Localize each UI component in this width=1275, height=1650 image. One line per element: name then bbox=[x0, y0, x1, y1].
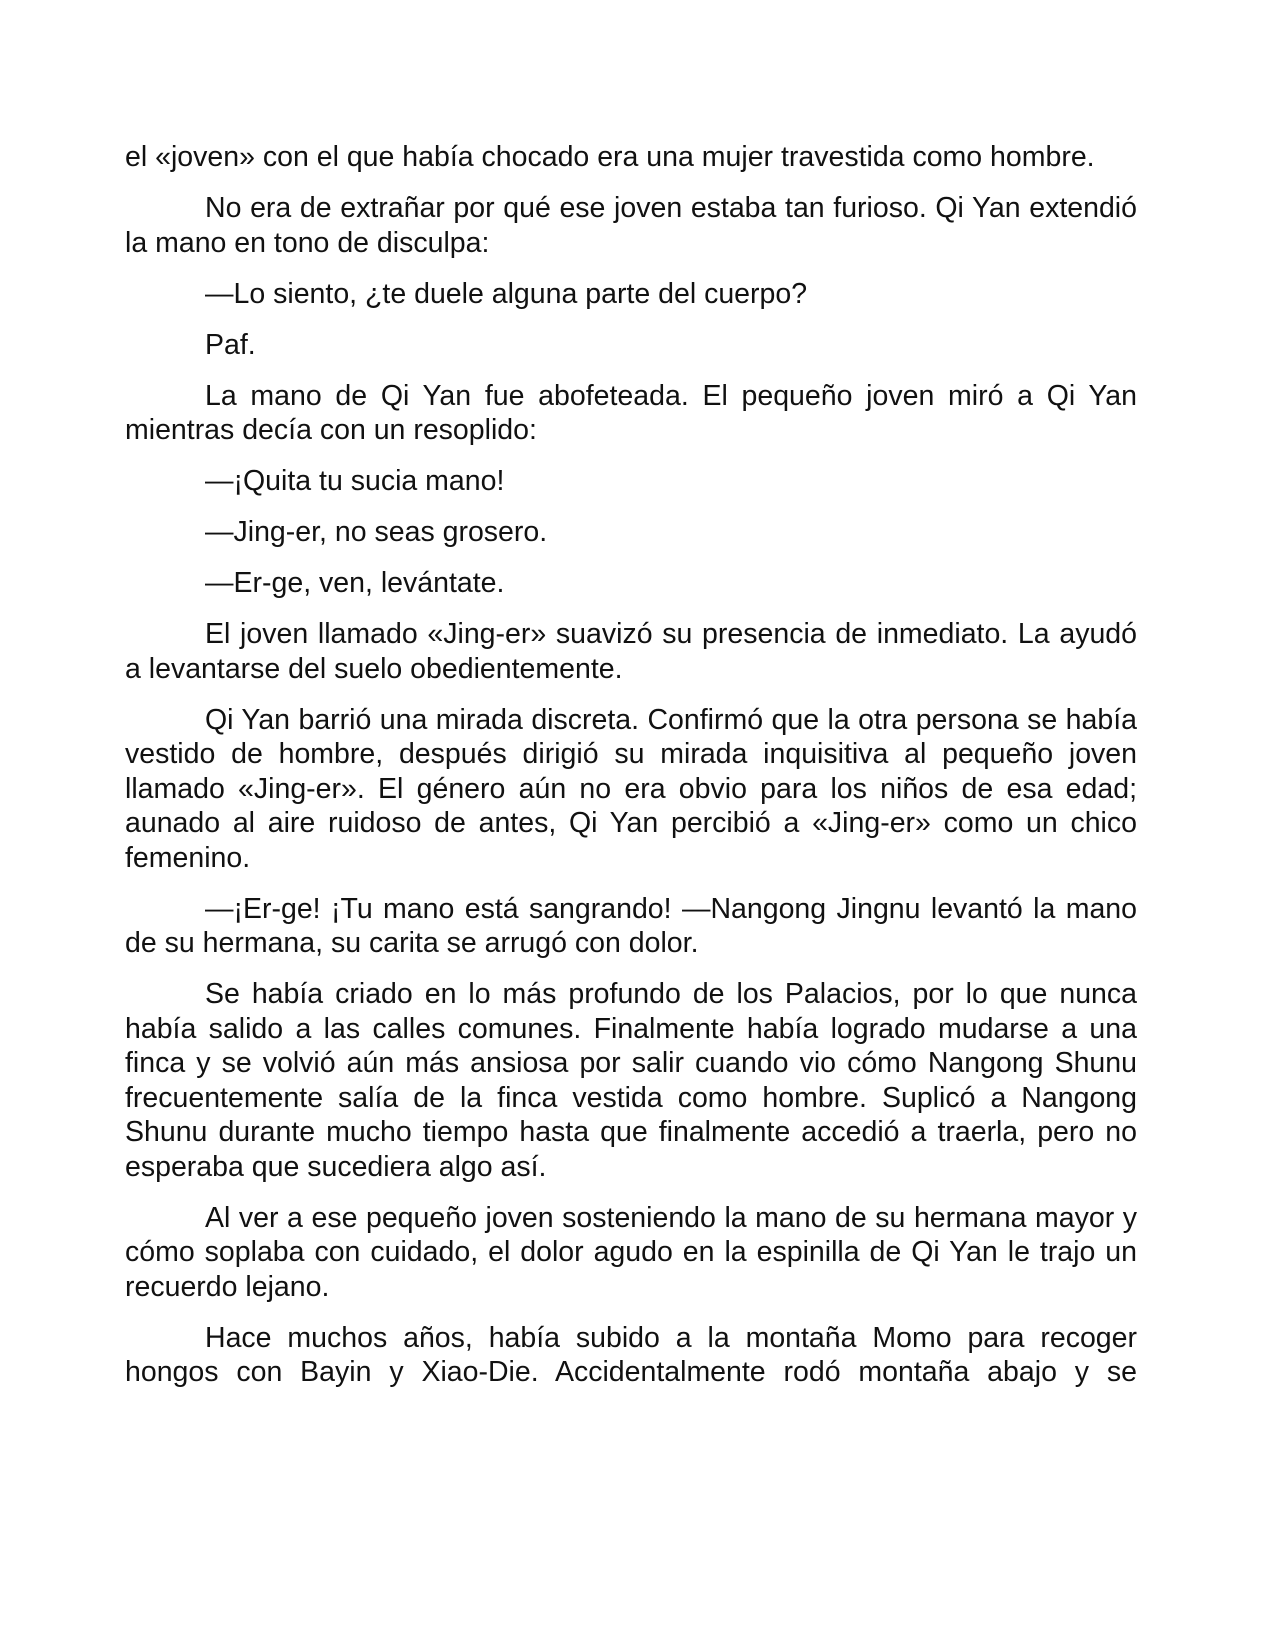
paragraph-10: Qi Yan barrió una mirada discreta. Confirmó que la otra persona se había vestido de hombre, después dirigió su mirada inquisitiva al pequeño joven llamado «Jing-er». El género aún no era obvio para los niños de esa edad; aunado al aire ruidoso de antes, Qi Yan percibió a «Jing-er» como un chico femenino. bbox=[125, 703, 1137, 874]
paragraph-3: —Lo siento, ¿te duele alguna parte del cuerpo? bbox=[205, 277, 808, 310]
paragraph-8: —Er-ge, ven, levántate. bbox=[205, 567, 505, 599]
paragraph-1: el «joven» con el que había chocado era una mujer travestida como hombre. bbox=[125, 141, 1095, 173]
paragraph-2: No era de extrañar por qué ese joven estaba tan furioso. Qi Yan extendió la mano en tono de disculpa: bbox=[125, 192, 1137, 259]
paragraph-12: Se había criado en lo más profundo de los Palacios, por lo que nunca había salido a las calles comunes. Finalmente había logrado mudarse a una finca y se volvió aún más ansiosa por salir cuando vio cómo Nangong Shunu frecuentemente salía de la finca vestida como hombre. Suplicó a Nangong Shunu durante mucho tiempo hasta que finalmente accedió a traerla, pero no esperaba que sucediera algo así. bbox=[125, 978, 1137, 1183]
paragraph-14: Hace muchos años, había subido a la montaña Momo para recoger hongos con Bayin y Xiao-Die. Accidentalmente rodó montaña abajo y se bbox=[125, 1321, 1137, 1388]
document-page bbox=[125, 140, 1137, 1406]
paragraph-4: Paf. bbox=[205, 328, 256, 361]
paragraph-13: Al ver a ese pequeño joven sosteniendo la mano de su hermana mayor y cómo soplaba con cuidado, el dolor agudo en la espinilla de Qi Yan le trajo un recuerdo lejano. bbox=[125, 1201, 1137, 1303]
paragraph-5: La mano de Qi Yan fue abofeteada. El pequeño joven miró a Qi Yan mientras decía con un resoplido: bbox=[125, 379, 1137, 446]
paragraph-9: El joven llamado «Jing-er» suavizó su presencia de inmediato. La ayudó a levantarse del suelo obedientemente. bbox=[125, 618, 1137, 685]
paragraph-11: —¡Er-ge! ¡Tu mano está sangrando! —Nangong Jingnu levantó la mano de su hermana, su carita se arrugó con dolor. bbox=[125, 892, 1137, 959]
paragraph-6: —¡Quita tu sucia mano! bbox=[205, 465, 505, 497]
paragraph-7: —Jing-er, no seas grosero. bbox=[205, 516, 548, 548]
